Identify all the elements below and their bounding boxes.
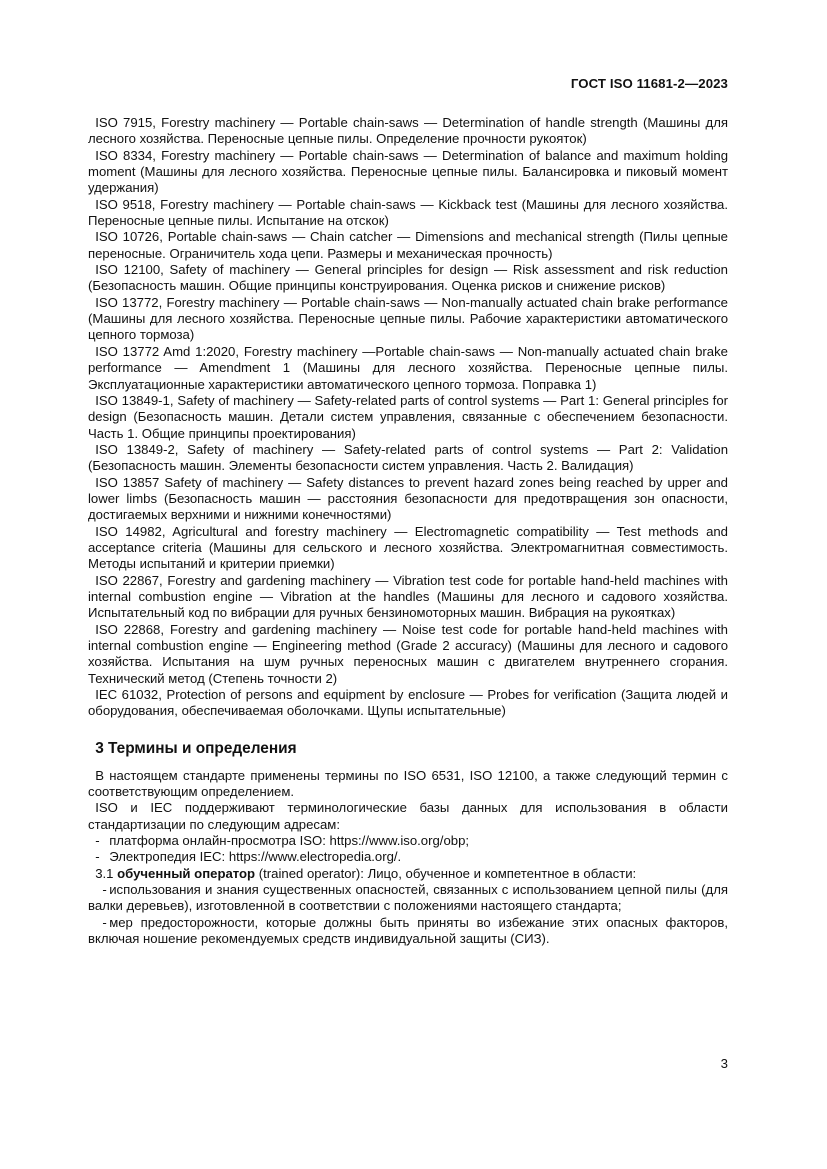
reference-entry: ISO 13857 Safety of machinery — Safety distances to prevent hazard zones being reached by upper and lower limbs (Безопасность машин — расстояния безопасности для предотвращения зон опасности, достигаемых верхними и нижними конечностями) [88, 474, 728, 523]
page-content [88, 115, 728, 948]
term-name: обученный оператор [117, 865, 256, 881]
database-list-item [88, 849, 728, 865]
section-intro-paragraph: В настоящем стандарте применены термины по ISO 6531, ISO 12100, а также следующий термин с соответствующим определением. [88, 767, 728, 800]
term-item-text: мер предосторожности, которые должны быть приняты во избежание этих опасных факторов, включая ношение рекомендуемых средств индивидуальной защиты (СИЗ). [88, 914, 728, 947]
term-item-text: использования и знания существенных опасностей, связанных с использованием цепной пилы (для валки деревьев), изготовленной в соответствии с положениями настоящего стандарта; [88, 882, 728, 914]
page-number: 3 [720, 1056, 728, 1071]
term-list-item [88, 915, 728, 948]
reference-entry: ISO 8334, Forestry machinery — Portable chain-saws — Determination of balance and maximum holding moment (Машины для лесного хозяйства. Переносные цепные пилы. Балансировка и пиковый момент удержания) [88, 147, 728, 196]
reference-entry: ISO 9518, Forestry machinery — Portable chain-saws — Kickback test (Машины для лесного хозяйства. Переносные цепные пилы. Испытание на отскок) [88, 196, 728, 229]
normative-references-list [88, 115, 728, 720]
reference-entry: ISO 10726, Portable chain-saws — Chain catcher — Dimensions and mechanical strength (Пилы цепные переносные. Ограничитель хода цепи. Размеры и механическая прочность) [88, 229, 728, 261]
database-item-text: Электропедия IEC: https://www.electropedia.org/. [109, 849, 402, 865]
dash-bullet: - [95, 833, 100, 849]
reference-entry: ISO 13849-2, Safety of machinery — Safety-related parts of control systems — Part 2: Validation (Безопасность машин. Элементы безопасности систем управления. Часть 2. Валидация) [88, 441, 728, 474]
term-definition-text: (trained operator): Лицо, обученное и компетентное в области: [258, 865, 637, 881]
database-item-text: платформа онлайн-просмотра ISO: https://www.iso.org/obp; [109, 833, 470, 849]
reference-entry: ISO 22867, Forestry and gardening machinery — Vibration test code for portable hand-held machines with internal combustion engine — Vibration at the handles (Машины для лесного и садового хозяйства. Испытательный код по вибрации для ручных бензиномоторных машин. Вибрация на рукоятках) [88, 572, 728, 621]
section-heading: 3 Термины и определения [95, 739, 297, 757]
reference-entry: ISO 13849-1, Safety of machinery — Safety-related parts of control systems — Part 1: General principles for design (Безопасность машин. Детали систем управления, связанные с обеспечением безопасности. Часть 1. Общие принципы проектирования) [88, 392, 728, 441]
reference-entry: ISO 22868, Forestry and gardening machinery — Noise test code for portable hand-held machines with internal combustion engine — Engineering method (Grade 2 accuracy) (Машины для лесного и садового хозяйства. Испытания на шум ручных переносных машин с двигателем внутреннего сгорания. Технический метод (Степень точности 2) [88, 621, 728, 686]
database-list-item [88, 833, 728, 849]
reference-entry: ISO 14982, Agricultural and forestry machinery — Electromagnetic compatibility — Test methods and acceptance criteria (Машины для сельского и лесного хозяйства. Электромагнитная совместимость. Методы испытаний и критерии приемки) [88, 523, 728, 572]
section-3-body [88, 768, 728, 948]
term-number: 3.1 [95, 865, 114, 881]
term-definition [88, 866, 728, 882]
reference-entry: ISO 12100, Safety of machinery — General principles for design — Risk assessment and risk reduction (Безопасность машин. Общие принципы конструирования. Оценка рисков и снижение рисков) [88, 262, 728, 294]
terminology-databases-paragraph: ISO и IEC поддерживают терминологические базы данных для использования в области стандартизации по следующим адресам: [88, 800, 728, 832]
document-code-header: ГОСТ ISO 11681-2—2023 [570, 76, 728, 91]
term-list-item [88, 882, 728, 915]
dash-bullet: - [102, 882, 107, 898]
reference-entry: IEC 61032, Protection of persons and equipment by enclosure — Probes for verification (Защита людей и оборудования, обеспечиваемая оболочками. Щупы испытательные) [88, 687, 728, 719]
dash-bullet: - [102, 914, 107, 930]
reference-entry: ISO 7915, Forestry machinery — Portable chain-saws — Determination of handle strength (Машины для лесного хозяйства. Переносные цепные пилы. Определение прочности рукояток) [88, 115, 728, 147]
reference-entry: ISO 13772 Amd 1:2020, Forestry machinery —Portable chain-saws — Non-manually actuated chain brake performance — Amendment 1 (Машины для лесного хозяйства. Переносные цепные пилы. Эксплуатационные характеристики автоматического цепного тормоза. Поправка 1) [88, 343, 728, 392]
reference-entry: ISO 13772, Forestry machinery — Portable chain-saws — Non-manually actuated chain brake performance (Машины для лесного хозяйства. Переносные цепные пилы. Рабочие характеристики автоматического цепного тормоза) [88, 294, 728, 343]
dash-bullet: - [95, 849, 100, 865]
